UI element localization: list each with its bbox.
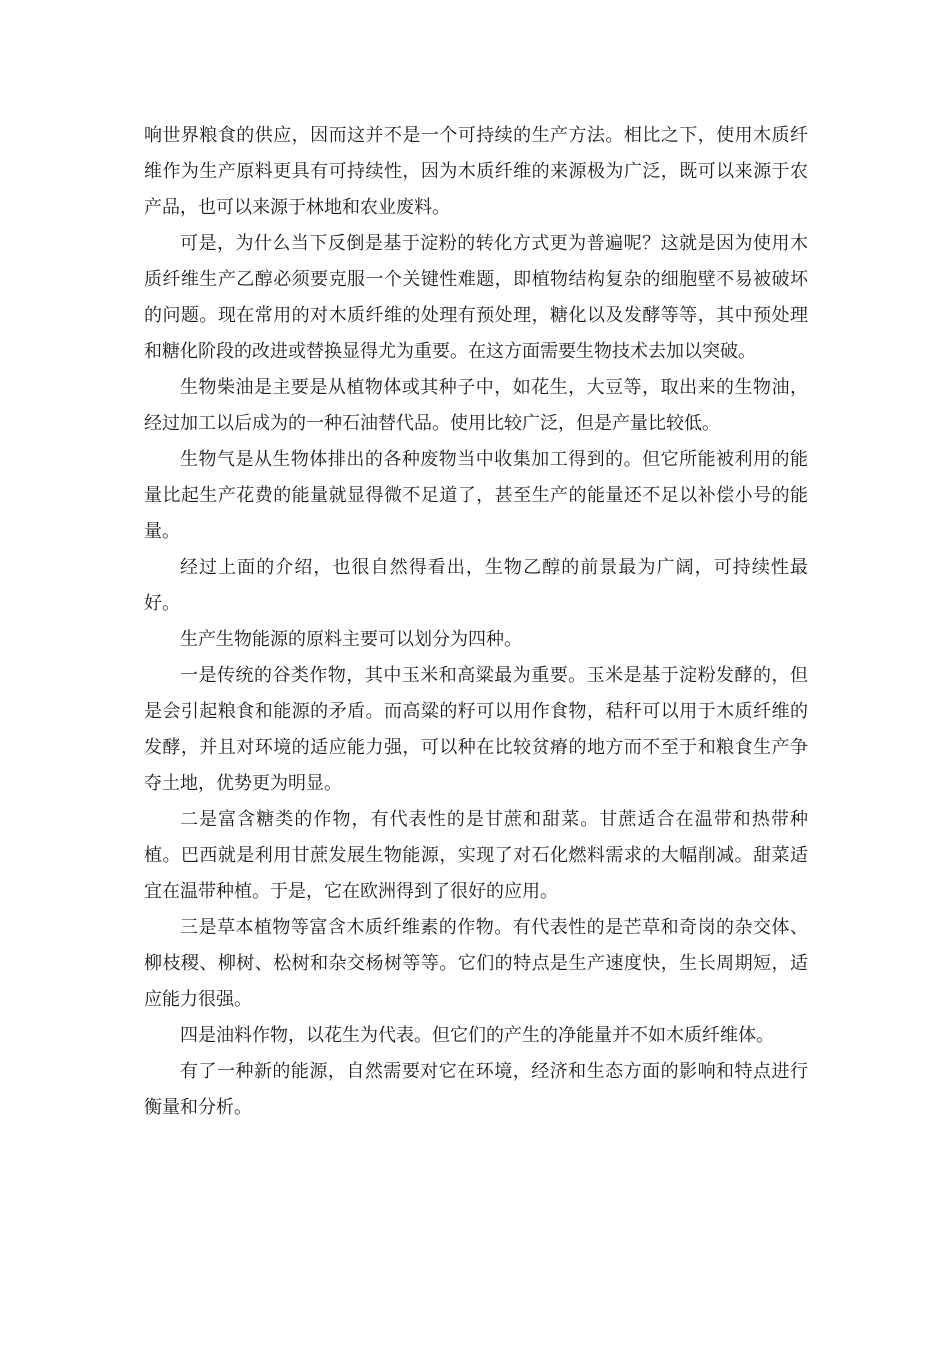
paragraph: 生物柴油是主要是从植物体或其种子中，如花生，大豆等，取出来的生物油，经过加工以后成为的一种石油替代品。使用比较广泛，但是产量比较低。 — [144, 377, 808, 434]
paragraph: 有了一种新的能源，自然需要对它在环境，经济和生态方面的影响和特点进行衡量和分析。 — [144, 1061, 808, 1118]
paragraph: 一是传统的谷类作物，其中玉米和高粱最为重要。玉米是基于淀粉发酵的，但是会引起粮食和能源的矛盾。而高粱的籽可以用作食物，秸秆可以用于木质纤维的发酵，并且对环境的适应能力强，可以种在比较贫瘠的地方而不至于和粮食生产争夺土地，优势更为明显。 — [144, 665, 808, 794]
paragraph: 四是油料作物，以花生为代表。但它们的产生的净能量并不如木质纤维体。 — [180, 1025, 774, 1046]
body-text — [144, 118, 808, 1126]
paragraph-continued: 响世界粮食的供应，因而这并不是一个可持续的生产方法。相比之下，使用木质纤维作为生产原料更具有可持续性，因为木质纤维的来源极为广泛，既可以来源于农产品，也可以来源于林地和农业废料。 — [144, 125, 808, 218]
paragraph: 二是富含糖类的作物，有代表性的是甘蔗和甜菜。甘蔗适合在温带和热带种植。巴西就是利用甘蔗发展生物能源，实现了对石化燃料需求的大幅削减。甜菜适宜在温带种植。于是，它在欧洲得到了很好的应用。 — [144, 809, 808, 902]
paragraph: 三是草本植物等富含木质纤维素的作物。有代表性的是芒草和奇岗的杂交体、柳枝稷、柳树、松树和杂交杨树等等。它们的特点是生产速度快，生长周期短，适应能力很强。 — [144, 917, 808, 1010]
paragraph: 生产生物能源的原料主要可以划分为四种。 — [180, 629, 522, 650]
paragraph: 可是，为什么当下反倒是基于淀粉的转化方式更为普遍呢？这就是因为使用木质纤维生产乙醇必须要克服一个关键性难题，即植物结构复杂的细胞壁不易被破坏的问题。现在常用的对木质纤维的处理有预处理，糖化以及发酵等等，其中预处理和糖化阶段的改进或替换显得尤为重要。在这方面需要生物技术去加以突破。 — [144, 233, 808, 362]
paragraph: 经过上面的介绍，也很自然得看出，生物乙醇的前景最为广阔，可持续性最好。 — [144, 557, 808, 614]
paragraph: 生物气是从生物体排出的各种废物当中收集加工得到的。但它所能被利用的能量比起生产花费的能量就显得微不足道了，甚至生产的能量还不足以补偿小号的能量。 — [144, 449, 808, 542]
